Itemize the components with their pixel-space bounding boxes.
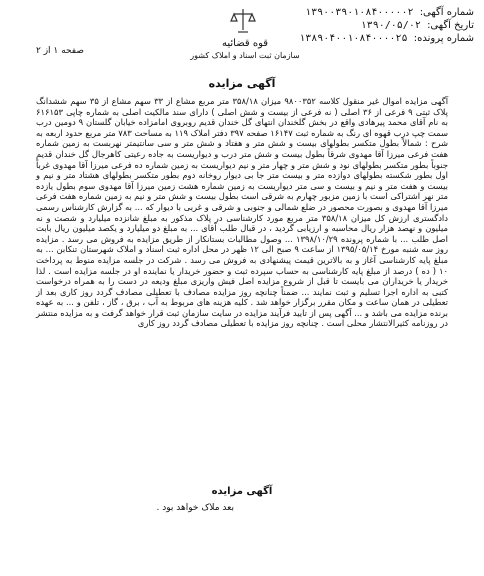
page-title: آگهی مزایده bbox=[208, 77, 276, 90]
footer-subtitle: بعد ملاک خواهد بود . bbox=[156, 503, 234, 513]
date-label: تاریخ آگهی: bbox=[427, 20, 474, 31]
file-number: ۱۳۸۹۰۴۰۰۱۰۸۴۰۰۰۰۲۵ bbox=[299, 33, 408, 44]
org-subname: سازمان ثبت اسناد و املاک کشور bbox=[190, 51, 300, 60]
ref-number: ۱۳۹۰۰۳۹۰۱۰۸۴۰۰۰۰۰۲ bbox=[305, 7, 414, 18]
file-line bbox=[299, 32, 474, 45]
file-label: شماره پرونده: bbox=[413, 33, 474, 44]
org-name: قوه قضائیه bbox=[221, 38, 269, 49]
notice-body: آگهی مزایده اموال غیر منقول کلاسه ۹۸۰۰۳۵۲ میزان ۳۵۸/۱۸ متر مربع مشاع از ۳۳ سهم مشاع از ۳۵ سهم ششدانگ پلاک ثبتی ۹ فرعی از ۳۶ اصلی ( نه فرعی از بیست و شش اصلی ) دارای سند مالکیت اصلی به شماره چاپی ۶۱۶۱۵۳ به نام آقای محمد پیرهادی واقع در بخش گلخندان انتهای گل خندان قدیم روبروی امامزاده خیابان گلستان ۹ دومین درب سمت چپ درب قهوه ای رنگ به شماره ثبت ۱۶۱۴۷ صفحه ۳۹۷ دفتر املاک ۱۱۹ به مساحت ۷۸۳ متر مربع حدود اربعه به شرح : شمالاً بطول متکسر بطولهای بیست و شش متر و هفتاد و شش متر و سی سانتیمتر نهربست به زمین شماره هفت فرعی میرزا آقا مهدوی شرقاً بطول بیست و شش متر درب و دیواریست به جاده رعیتی کاهرجال گل خندان قدیم جنوباً بطور متکسر بطولهای نود و شش متر و چهار متر و نیم دیواریست به زمین شماره ده فرعی میرزا آقا مهدوی غرباً اول بطور شکسته بطولهای دوازده متر و بیست متر جا بی دیوار روخانه دوم بطور متکسر بطولهای هشتاد متر و نیم و بیست و هفت متر و نیم و بیست و سی متر دیواریست به زمین شماره هشت زمین میرزا آقا مهدوی سوم بطول یازده متر نهر اشتراکی است با زمین مزبور چهارم به شرقی است بطول بیست و شش متر و نیم به زمین شماره هفت فرعی میرزا آقا مهدوی و بصورت محصور در ضلع شمالی و جنوبی و شرقی و غربی با دیوار که ... به گزارش کارشناس رسمی دادگستری ارزش کل میزان ۳۵۸/۱۸ متر مربع مورد کارشناسی در پلاک مذکور به مبلغ شانزده میلیارد و شصت و نه میلیون و نهصد هزار ریال محاسبه و ارزیابی گردید ، در قبال طلب آقای ... به مبلغ دو میلیارد و یکصد میلیون ریال بابت اصل طلب ... با شماره پرونده ۱۳۹۸/۱۰/۲۹ ... وصول مطالبات بستانکار از طریق مزایده به فروش می رسد . مزایده روز سه شنبه مورخ ۱۳۹۵/۰۵/۱۴ از ساعت ۹ صبح الی ۱۲ ظهر در محل اداره ثبت اسناد و املاک شهرستان تنکابن ... به مبلغ پایه کارشناسی آغاز و به بالاترین قیمت پیشنهادی به فروش می رسد . شرکت در جلسه مزایده منوط به پرداخت ۱۰ ( ده ) درصد از مبلغ پایه کارشناسی به حساب سپرده ثبت و حضور خریدار یا نماینده او در جلسه مزایده است . لذا خریدار یا خریداران می بایست تا قبل از شروع مزایده اصل فیش واریزی مبلغ ودیعه در دست را به همراه درخواست کتبی به اداره اجرا تسلیم و ثبت نمایند ... ضمناً چنانچه روز مزایده مصادف با تعطیلی مصادف گردد روز کاری بعد از تعطیلی در همان ساعت و مکان مقرر برگزار خواهد شد . کلیه هزینه های مربوط به آب ، برق ، گاز ، تلفن و ... به عهده برنده مزایده می باشد و ... آگهی پس از تایید فرآیند مزایده در سایت سازمان ثبت قرار خواهد گرفت و به مزایده منتشر در روزنامه کثیرالانتشار محلی است . چنانچه روز مزایده با تعطیلی مصادف گردد روز کاری bbox=[36, 96, 449, 329]
footer-title: آگهی مزایده bbox=[211, 486, 273, 497]
notice-meta bbox=[299, 6, 474, 45]
ref-label: شماره آگهی: bbox=[419, 7, 474, 18]
date-value: ۱۳۹۰/۰۵/۰۲ bbox=[360, 20, 421, 31]
ref-line bbox=[299, 6, 474, 19]
judiciary-emblem-icon bbox=[228, 6, 258, 36]
date-line bbox=[299, 19, 474, 32]
page-number: صفحه ۱ از ۲ bbox=[36, 46, 84, 56]
